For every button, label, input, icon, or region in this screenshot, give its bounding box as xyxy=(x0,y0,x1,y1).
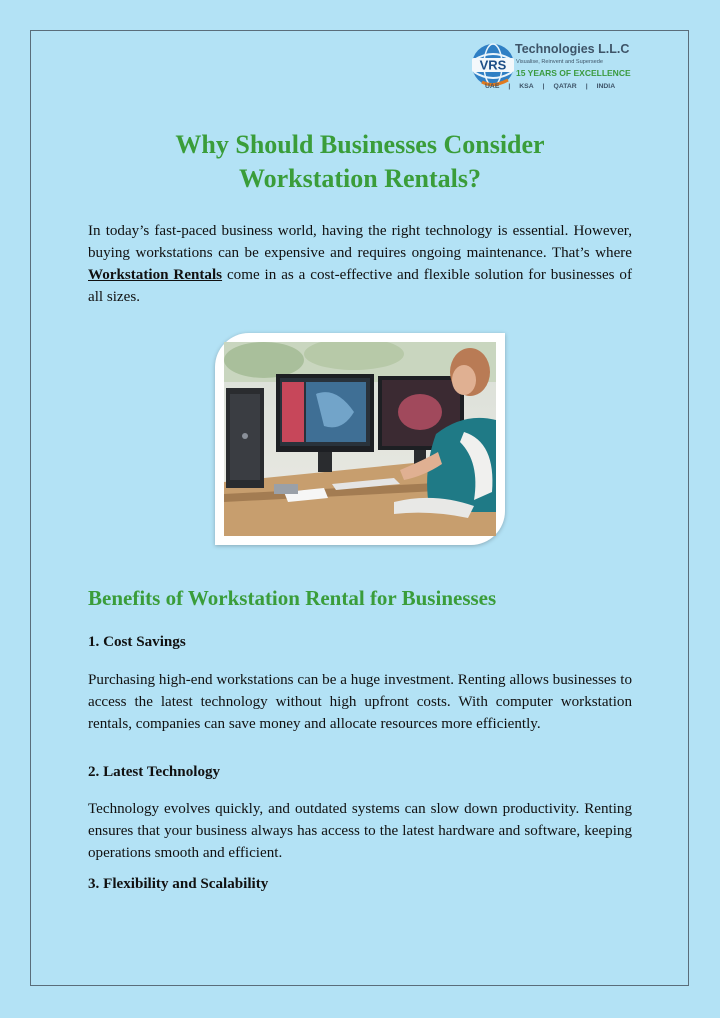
title-line-1: Why Should Businesses Consider xyxy=(175,130,545,159)
region-separator: | xyxy=(508,83,511,90)
company-logo xyxy=(470,40,680,95)
region-separator: | xyxy=(542,83,545,90)
benefit-text-cost-savings: Purchasing high-end workstations can be a huge investment. Renting allows businesses to access the latest technology without high upfront costs. With computer workstation rentals, companies can save money and allocate resources more efficiently. xyxy=(88,672,632,732)
logo-company-name: Technologies L.L.C xyxy=(515,42,630,56)
benefits-heading: Benefits of Workstation Rental for Businesses xyxy=(88,586,497,610)
workstation-office-photo xyxy=(224,342,496,536)
region-separator: | xyxy=(585,83,588,90)
logo-regions xyxy=(485,83,615,90)
benefit-heading-latest-technology: 2. Latest Technology xyxy=(88,764,221,780)
logo-years-badge: 15 YEARS OF EXCELLENCE xyxy=(516,68,631,78)
benefit-text-latest-technology: Technology evolves quickly, and outdated systems can slow down productivity. Renting ensures that your business always has access to the latest hardware and software, keeping operations smooth and efficient. xyxy=(88,801,632,861)
workstation-photo-frame xyxy=(215,333,505,545)
workstation-rentals-link[interactable]: Workstation Rentals xyxy=(88,267,223,283)
region-india: INDIA xyxy=(596,83,616,90)
region-uae: UAE xyxy=(485,83,500,90)
benefit-heading-cost-savings: 1. Cost Savings xyxy=(88,634,186,650)
logo-badge-text: VRS xyxy=(479,57,507,73)
region-qatar: QATAR xyxy=(553,83,577,90)
intro-text-before: In today’s fast-paced business world, having the right technology is essential. However, buying workstations can be expensive and requires ongoing maintenance. That’s where xyxy=(88,223,632,261)
vrs-globe-icon xyxy=(470,42,516,88)
benefit-heading-flexibility: 3. Flexibility and Scalability xyxy=(88,876,269,892)
logo-tagline: Visualise, Reinvent and Supersede xyxy=(516,59,603,65)
page-title xyxy=(88,128,632,196)
intro-text-after: come in as a cost-effective and flexible solution for businesses of all sizes. xyxy=(88,267,633,305)
region-ksa: KSA xyxy=(519,83,534,90)
title-line-2: Workstation Rentals? xyxy=(239,164,481,193)
intro-paragraph xyxy=(88,220,632,308)
